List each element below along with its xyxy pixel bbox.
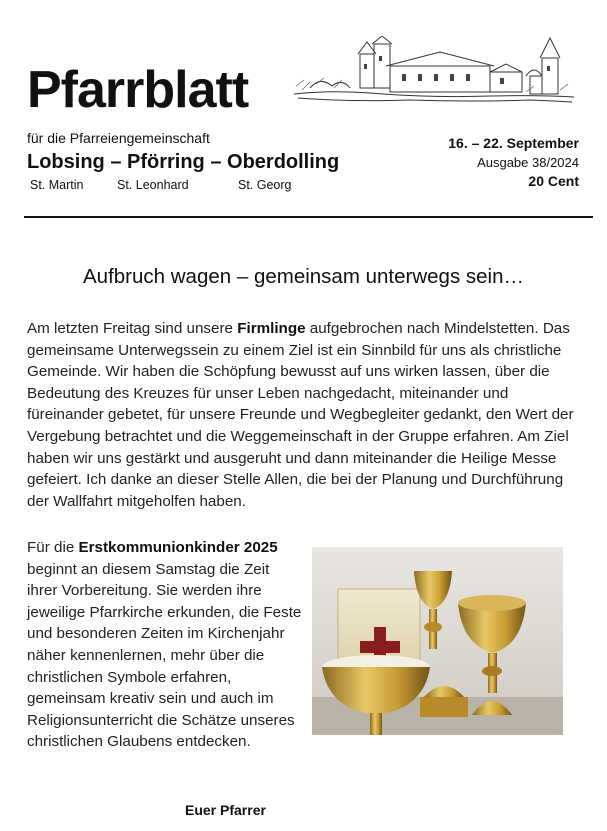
issue-price: 20 Cent	[528, 173, 579, 189]
text-run: aufgebrochen nach Mindelstetten. Das gemeinsame Unterwegssein zu einem Ziel ist ein Sinnbild für uns als christliche Gemeinde. Wir haben die Schöpfung bewusst auf uns wirken lassen, über die Bedeutung des Kreuzes für unser Leben nachgedacht, miteinander und füreinander gebetet, für unsere Freunde und Wegbegleiter gedankt, den Wert der Vergebung betrachtet und die Weggemeinschaft in der Gruppe erfahren. Am Ziel haben wir uns gestärkt und ausgeruht und dann miteinander die Heilige Messe gefeiert. Ich danke an dieser Stelle Allen, die bei der Planung und Durchführung der Wallfahrt mitgeholfen haben.	[27, 320, 574, 510]
text-run: beginnt an diesem Samstag die Zeit ihrer Vorbereitung. Sie werden ihre jeweilige Pfarrkirche erkunden, die Feste und besonderen Zeiten im Kirchenjahr näher kennenlernen, mehr über die christlichen Symbole erfahren, gemeinsam kreativ sein und auch im Religionsunterricht die Schätze unseres christlichen Glaubens entdecken.	[27, 560, 302, 751]
issue-number: Ausgabe 38/2024	[477, 155, 579, 170]
parish-names: Lobsing – Pförring – Oberdolling	[27, 151, 340, 173]
header-divider	[24, 216, 593, 218]
article-paragraph	[27, 537, 302, 753]
church-sketch-icon	[290, 36, 576, 108]
chalices-photo-icon	[312, 547, 563, 735]
issue-dates: 16. – 22. September	[448, 135, 579, 151]
issue-info	[448, 134, 579, 191]
article-paragraph	[27, 318, 587, 512]
signature: Euer Pfarrer	[185, 802, 266, 818]
church-name: St. Martin	[30, 178, 84, 192]
church-name: St. Leonhard	[117, 178, 189, 192]
text-run: Am letzten Freitag sind unsere	[27, 320, 238, 337]
text-run-bold: Erstkommunionkinder 2025	[78, 539, 278, 556]
church-name: St. Georg	[238, 178, 292, 192]
page-title: Pfarrblatt	[27, 61, 249, 119]
text-run: Für die	[27, 539, 79, 556]
text-run-bold: Firmlinge	[237, 320, 306, 337]
subtitle: für die Pfarreiengemeinschaft	[27, 130, 210, 146]
article-heading: Aufbruch wagen – gemeinsam unterwegs sein…	[83, 265, 524, 288]
